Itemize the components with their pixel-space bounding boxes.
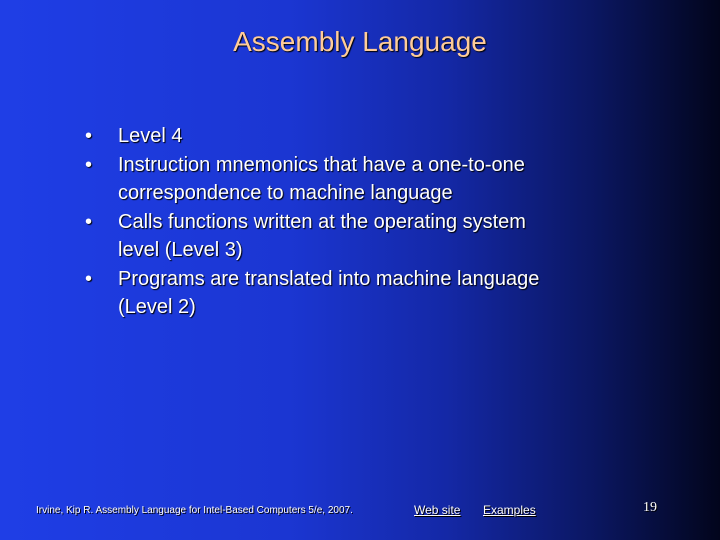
bullet-text: Level 4: [118, 125, 183, 147]
website-link[interactable]: Web site: [414, 503, 461, 517]
bullet-text: Instruction mnemonics that have a one-to-one correspondence to machine language: [118, 153, 525, 204]
bullet-dot-icon: •: [85, 125, 93, 147]
bullet-item: [84, 208, 564, 265]
bullet-list: [84, 122, 564, 322]
slide-number: 19: [643, 500, 657, 515]
bullet-item: [84, 122, 564, 151]
examples-link[interactable]: Examples: [483, 503, 536, 517]
slide-title: Assembly Language: [233, 26, 487, 57]
bullet-item: [84, 265, 564, 322]
footer-citation: Irvine, Kip R. Assembly Language for Intel-Based Computers 5/e, 2007.: [36, 505, 353, 516]
bullet-item: [84, 151, 564, 208]
bullet-dot-icon: •: [85, 153, 93, 176]
bullet-dot-icon: •: [85, 210, 93, 233]
bullet-text: Calls functions written at the operating system level (Level 3): [118, 210, 526, 261]
bullet-text: Programs are translated into machine language (Level 2): [118, 267, 540, 318]
bullet-dot-icon: •: [85, 267, 93, 290]
